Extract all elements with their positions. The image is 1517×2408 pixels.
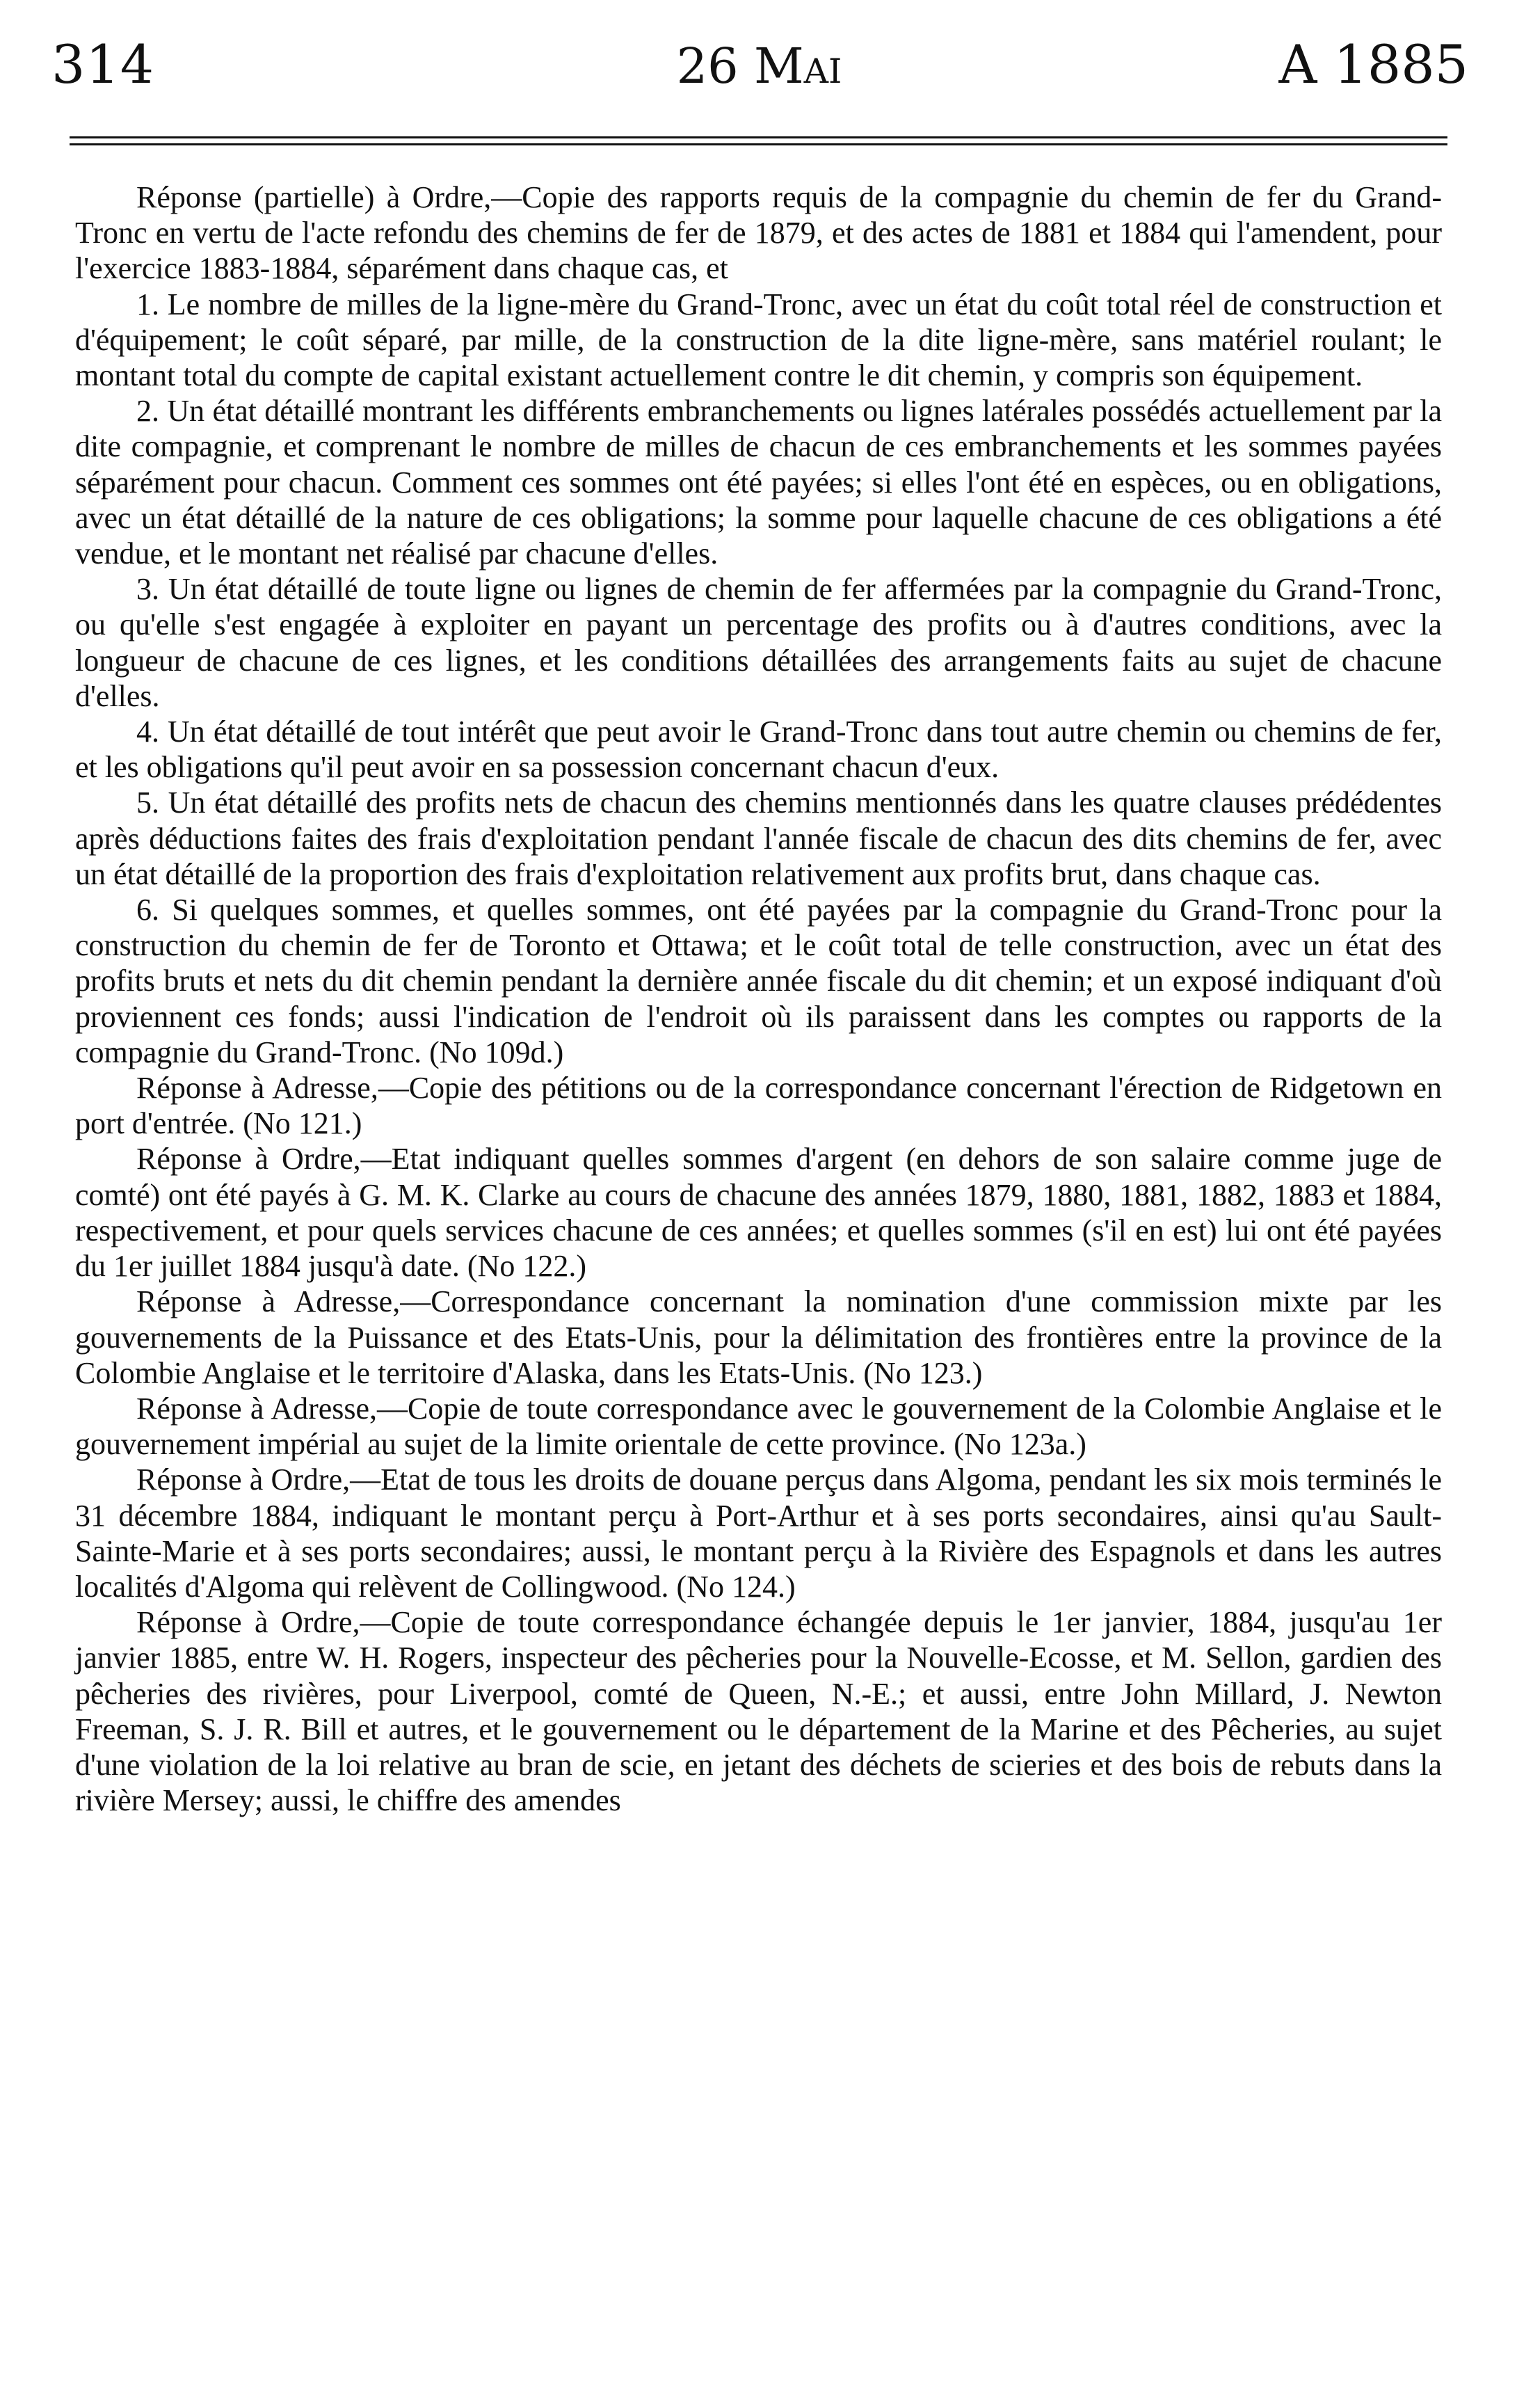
paragraph-intro: Réponse (partielle) à Ordre,—Copie des rapports requis de la compagnie du chemin de fer du Grand-Tronc en vertu de l'acte refondu des chemins de fer de 1879, et des actes de 1881 et 1884 qui l'amendent, pour l'exercice 1883-1884, séparément dans chaque cas, et [75, 180, 1442, 286]
header-year: A 1885 [1278, 33, 1468, 95]
paragraph-item-5: 5. Un état détaillé des profits nets de chacun des chemins mentionnés dans les quatre clauses prédédentes après déductions faites des frais d'exploitation pendant l'année fiscale de chacun des dits chemins de fer, avec un état détaillé de la proportion des frais d'exploitation relativement aux profits brut, dans chaque cas. [75, 786, 1442, 891]
paragraph-no-123: Réponse à Adresse,—Correspondance concernant la nomination d'une commission mixte par les gouvernements de la Puissance et des Etats-Unis, pour la délimitation des frontières entre la province de la Colombie Anglaise et le territoire d'Alaska, dans les Etats-Unis. (No 123.) [75, 1284, 1442, 1390]
paragraph-no-122: Réponse à Ordre,—Etat indiquant quelles sommes d'argent (en dehors de son salaire comme juge de comté) ont été payés à G. M. K. Clarke au cours de chacune des années 1879, 1880, 1881, 1882, 1883 et 1884, respectivement, et pour quels services chacune de ces années; et quelles sommes (s'il en est) lui ont été payées du 1er juillet 1884 jusqu'à date. (No 122.) [75, 1142, 1442, 1284]
page-header [43, 28, 1475, 104]
page-number: 314 [51, 33, 155, 95]
paragraph-item-1: 1. Le nombre de milles de la ligne-mère du Grand-Tronc, avec un état du coût total réel de construction et d'équipement; le coût séparé, par mille, de la construction de la dite ligne-mère, sans matériel roulant; le montant total du compte de capital existant actuellement contre le dit chemin, y compris son équipement. [75, 287, 1442, 393]
header-rule-bottom [70, 143, 1447, 145]
paragraph-final: Réponse à Ordre,—Copie de toute correspondance échangée depuis le 1er janvier, 1884, jusqu'au 1er janvier 1885, entre W. H. Rogers, inspecteur des pêcheries pour la Nouvelle-Ecosse, et M. Sellon, gardien des pêcheries des rivières, pour Liverpool, comté de Queen, N.-E.; et aussi, entre John Millard, J. Newton Freeman, S. J. R. Bill et autres, et le gouvernement ou le département de la Marine et des Pêcheries, au sujet d'une violation de la loi relative au bran de scie, en jetant des déchets de scieries et des bois de rebuts dans la rivière Mersey; aussi, le chiffre des amendes [75, 1605, 1442, 1818]
paragraph-item-4: 4. Un état détaillé de tout intérêt que peut avoir le Grand-Tronc dans tout autre chemin ou chemins de fer, et les obligations qu'il peut avoir en sa possession concernant chacun d'eux. [75, 715, 1442, 785]
header-rule-top [70, 136, 1447, 138]
paragraph-item-2: 2. Un état détaillé montrant les différents embranchements ou lignes latérales possédés actuellement par la dite compagnie, et comprenant le nombre de milles de chacun de ces embranchements et les sommes payées séparément pour chacun. Comment ces sommes ont été payées; si elles l'ont été en espèces, ou en obligations, avec un état détaillé de la nature de ces obligations; la somme pour laquelle chacune de ces obligations a été vendue, et le montant net réalisé par chacune d'elles. [75, 394, 1442, 571]
paragraph-item-6: 6. Si quelques sommes, et quelles sommes, ont été payées par la compagnie du Grand-Tronc pour la construction du chemin de fer de Toronto et Ottawa; et le coût total de telle construction, avec un état des profits bruts et nets du dit chemin pendant la dernière année fiscale du dit chemin; et un exposé indiquant d'où proviennent ces fonds; aussi l'indication de l'endroit où ils paraissent dans les comptes ou rapports de la compagnie du Grand-Tronc. (No 109d.) [75, 893, 1442, 1069]
paragraph-item-3: 3. Un état détaillé de toute ligne ou lignes de chemin de fer affermées par la compagnie du Grand-Tronc, ou qu'elle s'est engagée à exploiter en payant un percentage des profits ou à d'autres conditions, avec la longueur de chacune de ces lignes, et les conditions détaillées des arrangements faits au sujet de chacune d'elles. [75, 572, 1442, 713]
paragraph-no-121: Réponse à Adresse,—Copie des pétitions ou de la correspondance concernant l'érection de Ridgetown en port d'entrée. (No 121.) [75, 1071, 1442, 1141]
paragraph-no-123a: Réponse à Adresse,—Copie de toute correspondance avec le gouvernement de la Colombie Anglaise et le gouvernement impérial au sujet de la limite orientale de cette province. (No 123a.) [75, 1391, 1442, 1462]
header-date: 26 Mai [676, 38, 842, 95]
paragraph-no-124: Réponse à Ordre,—Etat de tous les droits de douane perçus dans Algoma, pendant les six mois terminés le 31 décembre 1884, indiquant le montant perçu à Port-Arthur et à ses ports secondaires, ainsi qu'au Sault-Sainte-Marie et à ses ports secondaires; aussi, le montant perçu à la Rivière des Espagnols et dans les autres localités d'Algoma qui relèvent de Collingwood. (No 124.) [75, 1462, 1442, 1604]
document-body [75, 180, 1442, 1818]
